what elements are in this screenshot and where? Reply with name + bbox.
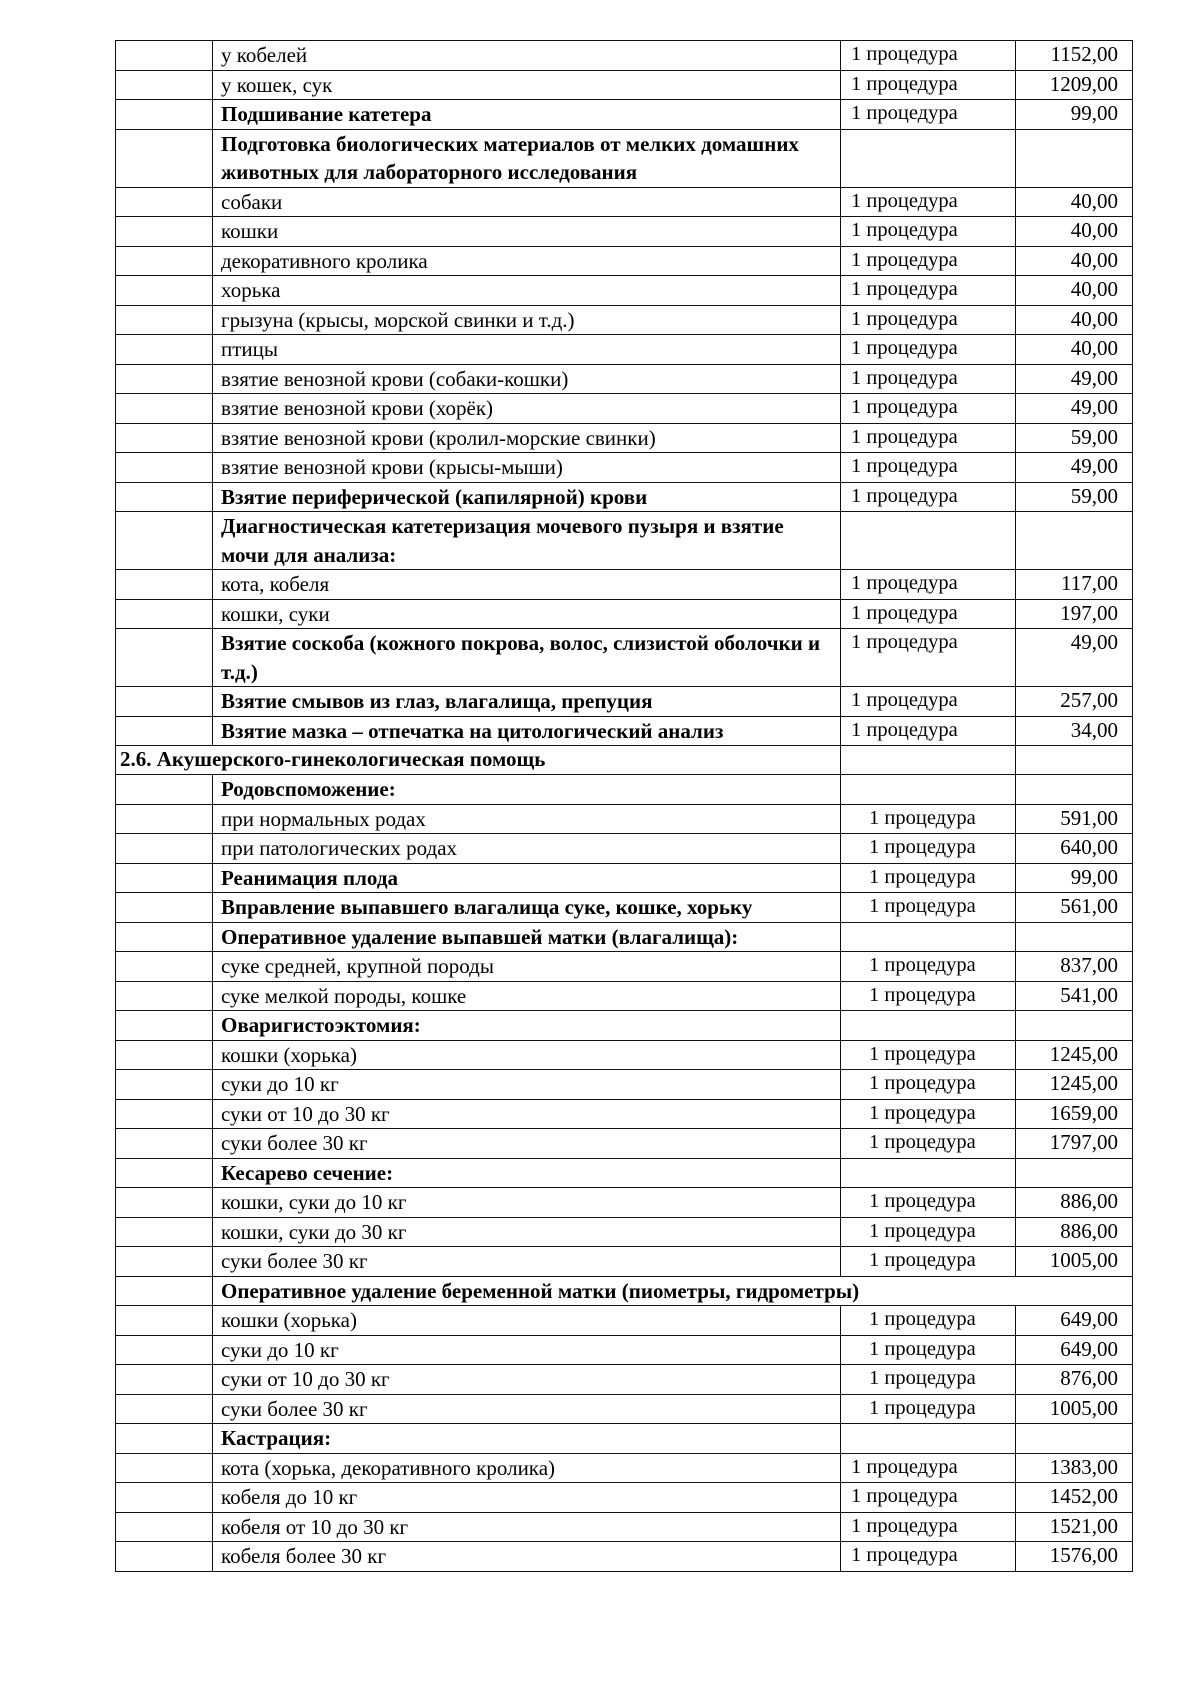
price-cell: 886,00 <box>1016 1188 1133 1218</box>
unit-cell: 1 процедура <box>841 1335 1016 1365</box>
service-name-cell: кошки, суки <box>213 599 841 629</box>
number-cell <box>116 1335 213 1365</box>
number-cell <box>116 482 213 512</box>
table-row <box>116 629 1133 687</box>
number-cell <box>116 217 213 247</box>
table-row <box>116 952 1133 982</box>
table-row <box>116 453 1133 483</box>
price-cell <box>1016 775 1133 805</box>
price-cell: 1659,00 <box>1016 1099 1133 1129</box>
number-cell <box>116 276 213 306</box>
price-cell: 1005,00 <box>1016 1394 1133 1424</box>
unit-cell <box>841 1158 1016 1188</box>
price-cell: 117,00 <box>1016 570 1133 600</box>
price-cell: 649,00 <box>1016 1306 1133 1336</box>
service-name-cell: суки более 30 кг <box>213 1129 841 1159</box>
unit-cell: 1 процедура <box>841 1040 1016 1070</box>
service-name-cell: кошки (хорька) <box>213 1040 841 1070</box>
number-cell <box>116 187 213 217</box>
unit-cell: 1 процедура <box>841 1247 1016 1277</box>
number-cell <box>116 394 213 424</box>
price-cell: 591,00 <box>1016 804 1133 834</box>
number-cell <box>116 599 213 629</box>
unit-cell: 1 процедура <box>841 1512 1016 1542</box>
price-cell: 541,00 <box>1016 981 1133 1011</box>
number-cell <box>116 775 213 805</box>
table-row <box>116 599 1133 629</box>
unit-cell: 1 процедура <box>841 41 1016 71</box>
unit-cell <box>841 1424 1016 1454</box>
table-row <box>116 1542 1133 1572</box>
table-row <box>116 305 1133 335</box>
price-table <box>115 40 1133 1572</box>
price-cell: 40,00 <box>1016 276 1133 306</box>
service-name-cell: суки от 10 до 30 кг <box>213 1365 841 1395</box>
table-row <box>116 863 1133 893</box>
unit-cell: 1 процедура <box>841 804 1016 834</box>
service-name-cell: кошки, суки до 10 кг <box>213 1188 841 1218</box>
number-cell <box>116 1158 213 1188</box>
price-cell: 1452,00 <box>1016 1483 1133 1513</box>
table-row <box>116 217 1133 247</box>
table-row <box>116 804 1133 834</box>
price-cell <box>1016 746 1133 775</box>
unit-cell: 1 процедура <box>841 335 1016 365</box>
number-cell <box>116 981 213 1011</box>
table-row <box>116 1040 1133 1070</box>
unit-cell: 1 процедура <box>841 1129 1016 1159</box>
unit-cell: 1 процедура <box>841 276 1016 306</box>
number-cell <box>116 41 213 71</box>
service-name-cell: Оваригистоэктомия: <box>213 1011 841 1041</box>
unit-cell: 1 процедура <box>841 863 1016 893</box>
table-row <box>116 246 1133 276</box>
number-cell <box>116 1040 213 1070</box>
unit-cell <box>841 775 1016 805</box>
price-cell <box>1016 922 1133 952</box>
unit-cell: 1 процедура <box>841 716 1016 746</box>
price-cell: 40,00 <box>1016 187 1133 217</box>
table-row <box>116 1011 1133 1041</box>
price-cell: 40,00 <box>1016 217 1133 247</box>
price-cell: 886,00 <box>1016 1217 1133 1247</box>
price-cell: 837,00 <box>1016 952 1133 982</box>
unit-cell: 1 процедура <box>841 1099 1016 1129</box>
table-row <box>116 482 1133 512</box>
price-cell <box>1016 1424 1133 1454</box>
number-cell <box>116 1512 213 1542</box>
service-name-cell: Диагностическая катетеризация мочевого пузыря и взятие мочи для анализа: <box>213 512 841 570</box>
number-cell <box>116 687 213 717</box>
section-title: 2.6. Акушерского-гинекологическая помощь <box>116 746 841 775</box>
service-name-cell: суки от 10 до 30 кг <box>213 1099 841 1129</box>
table-row <box>116 276 1133 306</box>
number-cell <box>116 1217 213 1247</box>
price-cell: 649,00 <box>1016 1335 1133 1365</box>
table-row <box>116 100 1133 130</box>
service-name-cell: суке средней, крупной породы <box>213 952 841 982</box>
service-name-cell: Оперативное удаление выпавшей матки (влагалища): <box>213 922 841 952</box>
unit-cell: 1 процедура <box>841 394 1016 424</box>
number-cell <box>116 1394 213 1424</box>
price-cell: 876,00 <box>1016 1365 1133 1395</box>
number-cell <box>116 335 213 365</box>
service-name-cell: при патологических родах <box>213 834 841 864</box>
service-name-cell: кобеля до 10 кг <box>213 1483 841 1513</box>
unit-cell: 1 процедура <box>841 599 1016 629</box>
unit-cell: 1 процедура <box>841 1483 1016 1513</box>
unit-cell: 1 процедура <box>841 1217 1016 1247</box>
service-name-cell: кобеля более 30 кг <box>213 1542 841 1572</box>
table-row <box>116 570 1133 600</box>
service-name-cell: Взятие смывов из глаз, влагалища, препуция <box>213 687 841 717</box>
service-name-cell: Подготовка биологических материалов от мелких домашних животных для лабораторного исследования <box>213 129 841 187</box>
service-name-cell: взятие венозной крови (собаки-кошки) <box>213 364 841 394</box>
unit-cell: 1 процедура <box>841 629 1016 687</box>
price-cell <box>1016 512 1133 570</box>
service-name-cell: Взятие периферической (капилярной) крови <box>213 482 841 512</box>
section-row <box>116 746 1133 775</box>
price-cell: 1152,00 <box>1016 41 1133 71</box>
table-row <box>116 1453 1133 1483</box>
service-name-cell: Реанимация плода <box>213 863 841 893</box>
price-cell <box>1016 1158 1133 1188</box>
service-name-cell: собаки <box>213 187 841 217</box>
unit-cell: 1 процедура <box>841 217 1016 247</box>
table-row <box>116 716 1133 746</box>
price-cell: 49,00 <box>1016 453 1133 483</box>
price-cell: 1245,00 <box>1016 1070 1133 1100</box>
number-cell <box>116 1483 213 1513</box>
service-name-cell: Взятие соскоба (кожного покрова, волос, слизистой оболочки и т.д.) <box>213 629 841 687</box>
price-cell: 1005,00 <box>1016 1247 1133 1277</box>
table-row <box>116 335 1133 365</box>
number-cell <box>116 1424 213 1454</box>
price-cell: 99,00 <box>1016 863 1133 893</box>
service-name-cell: Кесарево сечение: <box>213 1158 841 1188</box>
service-name-cell: суки более 30 кг <box>213 1394 841 1424</box>
table-row <box>116 364 1133 394</box>
price-cell: 49,00 <box>1016 394 1133 424</box>
table-row <box>116 1424 1133 1454</box>
unit-cell: 1 процедура <box>841 952 1016 982</box>
number-cell <box>116 1306 213 1336</box>
number-cell <box>116 863 213 893</box>
service-name-cell: Родовспоможение: <box>213 775 841 805</box>
service-name-cell: птицы <box>213 335 841 365</box>
service-name-cell: суки более 30 кг <box>213 1247 841 1277</box>
service-name-cell: Вправление выпавшего влагалища суке, кошке, хорьку <box>213 893 841 923</box>
table-row <box>116 70 1133 100</box>
price-cell: 1521,00 <box>1016 1512 1133 1542</box>
number-cell <box>116 305 213 335</box>
table-row <box>116 1158 1133 1188</box>
number-cell <box>116 129 213 187</box>
table-row <box>116 512 1133 570</box>
number-cell <box>116 423 213 453</box>
table-row <box>116 423 1133 453</box>
table-row <box>116 1217 1133 1247</box>
unit-cell: 1 процедура <box>841 1394 1016 1424</box>
table-row <box>116 129 1133 187</box>
service-name-cell: при нормальных родах <box>213 804 841 834</box>
service-name-cell: взятие венозной крови (крысы-мыши) <box>213 453 841 483</box>
number-cell <box>116 1011 213 1041</box>
table-row <box>116 775 1133 805</box>
unit-cell: 1 процедура <box>841 1453 1016 1483</box>
unit-cell: 1 процедура <box>841 570 1016 600</box>
unit-cell: 1 процедура <box>841 305 1016 335</box>
price-cell: 640,00 <box>1016 834 1133 864</box>
service-name-cell: Оперативное удаление беременной матки (пиометры, гидрометры) <box>213 1276 1133 1306</box>
unit-cell: 1 процедура <box>841 1306 1016 1336</box>
price-cell: 1797,00 <box>1016 1129 1133 1159</box>
table-row <box>116 1070 1133 1100</box>
number-cell <box>116 570 213 600</box>
service-name-cell: кошки (хорька) <box>213 1306 841 1336</box>
table-row <box>116 1512 1133 1542</box>
number-cell <box>116 1365 213 1395</box>
price-cell: 257,00 <box>1016 687 1133 717</box>
unit-cell: 1 процедура <box>841 1188 1016 1218</box>
unit-cell: 1 процедура <box>841 893 1016 923</box>
table-row <box>116 394 1133 424</box>
unit-cell: 1 процедура <box>841 187 1016 217</box>
unit-cell: 1 процедура <box>841 834 1016 864</box>
unit-cell: 1 процедура <box>841 364 1016 394</box>
table-row <box>116 1129 1133 1159</box>
unit-cell: 1 процедура <box>841 453 1016 483</box>
table-row <box>116 1099 1133 1129</box>
unit-cell: 1 процедура <box>841 482 1016 512</box>
service-name-cell: у кобелей <box>213 41 841 71</box>
number-cell <box>116 893 213 923</box>
table-row <box>116 1276 1133 1306</box>
price-cell: 1245,00 <box>1016 1040 1133 1070</box>
number-cell <box>116 1247 213 1277</box>
unit-cell: 1 процедура <box>841 981 1016 1011</box>
number-cell <box>116 1276 213 1306</box>
table-row <box>116 1483 1133 1513</box>
number-cell <box>116 364 213 394</box>
price-cell: 40,00 <box>1016 246 1133 276</box>
table-row <box>116 1335 1133 1365</box>
unit-cell: 1 процедура <box>841 687 1016 717</box>
price-cell: 59,00 <box>1016 482 1133 512</box>
service-name-cell: кошки <box>213 217 841 247</box>
price-cell <box>1016 129 1133 187</box>
number-cell <box>116 1453 213 1483</box>
service-name-cell: хорька <box>213 276 841 306</box>
number-cell <box>116 804 213 834</box>
table-row <box>116 981 1133 1011</box>
table-row <box>116 1394 1133 1424</box>
unit-cell: 1 процедура <box>841 1365 1016 1395</box>
price-cell: 99,00 <box>1016 100 1133 130</box>
price-cell: 34,00 <box>1016 716 1133 746</box>
service-name-cell: Подшивание катетера <box>213 100 841 130</box>
table-row <box>116 834 1133 864</box>
service-name-cell: Кастрация: <box>213 1424 841 1454</box>
price-cell <box>1016 1011 1133 1041</box>
number-cell <box>116 70 213 100</box>
unit-cell: 1 процедура <box>841 100 1016 130</box>
price-cell: 1576,00 <box>1016 1542 1133 1572</box>
number-cell <box>116 246 213 276</box>
number-cell <box>116 952 213 982</box>
unit-cell <box>841 512 1016 570</box>
service-name-cell: у кошек, сук <box>213 70 841 100</box>
service-name-cell: кобеля от 10 до 30 кг <box>213 1512 841 1542</box>
number-cell <box>116 453 213 483</box>
service-name-cell: Взятие мазка – отпечатка на цитологический анализ <box>213 716 841 746</box>
unit-cell <box>841 129 1016 187</box>
service-name-cell: декоративного кролика <box>213 246 841 276</box>
price-cell: 561,00 <box>1016 893 1133 923</box>
number-cell <box>116 834 213 864</box>
price-cell: 40,00 <box>1016 335 1133 365</box>
number-cell <box>116 1188 213 1218</box>
price-cell: 49,00 <box>1016 629 1133 687</box>
price-cell: 59,00 <box>1016 423 1133 453</box>
table-row <box>116 893 1133 923</box>
price-table-body <box>116 41 1133 1572</box>
service-name-cell: кошки, суки до 30 кг <box>213 1217 841 1247</box>
price-cell: 49,00 <box>1016 364 1133 394</box>
number-cell <box>116 716 213 746</box>
service-name-cell: взятие венозной крови (кролил-морские свинки) <box>213 423 841 453</box>
service-name-cell: взятие венозной крови (хорёк) <box>213 394 841 424</box>
number-cell <box>116 512 213 570</box>
table-row <box>116 687 1133 717</box>
unit-cell: 1 процедура <box>841 423 1016 453</box>
table-row <box>116 1365 1133 1395</box>
service-name-cell: суки до 10 кг <box>213 1070 841 1100</box>
number-cell <box>116 100 213 130</box>
unit-cell: 1 процедура <box>841 1070 1016 1100</box>
unit-cell: 1 процедура <box>841 1542 1016 1572</box>
price-cell: 1209,00 <box>1016 70 1133 100</box>
price-cell: 1383,00 <box>1016 1453 1133 1483</box>
number-cell <box>116 629 213 687</box>
number-cell <box>116 1099 213 1129</box>
number-cell <box>116 922 213 952</box>
service-name-cell: кота, кобеля <box>213 570 841 600</box>
price-cell: 40,00 <box>1016 305 1133 335</box>
service-name-cell: кота (хорька, декоративного кролика) <box>213 1453 841 1483</box>
number-cell <box>116 1129 213 1159</box>
table-row <box>116 187 1133 217</box>
service-name-cell: суке мелкой породы, кошке <box>213 981 841 1011</box>
unit-cell <box>841 746 1016 775</box>
unit-cell: 1 процедура <box>841 70 1016 100</box>
price-cell: 197,00 <box>1016 599 1133 629</box>
unit-cell <box>841 922 1016 952</box>
table-row <box>116 922 1133 952</box>
number-cell <box>116 1070 213 1100</box>
table-row <box>116 1188 1133 1218</box>
number-cell <box>116 1542 213 1572</box>
table-row <box>116 1247 1133 1277</box>
service-name-cell: грызуна (крысы, морской свинки и т.д.) <box>213 305 841 335</box>
unit-cell <box>841 1011 1016 1041</box>
table-row <box>116 1306 1133 1336</box>
unit-cell: 1 процедура <box>841 246 1016 276</box>
service-name-cell: суки до 10 кг <box>213 1335 841 1365</box>
table-row <box>116 41 1133 71</box>
